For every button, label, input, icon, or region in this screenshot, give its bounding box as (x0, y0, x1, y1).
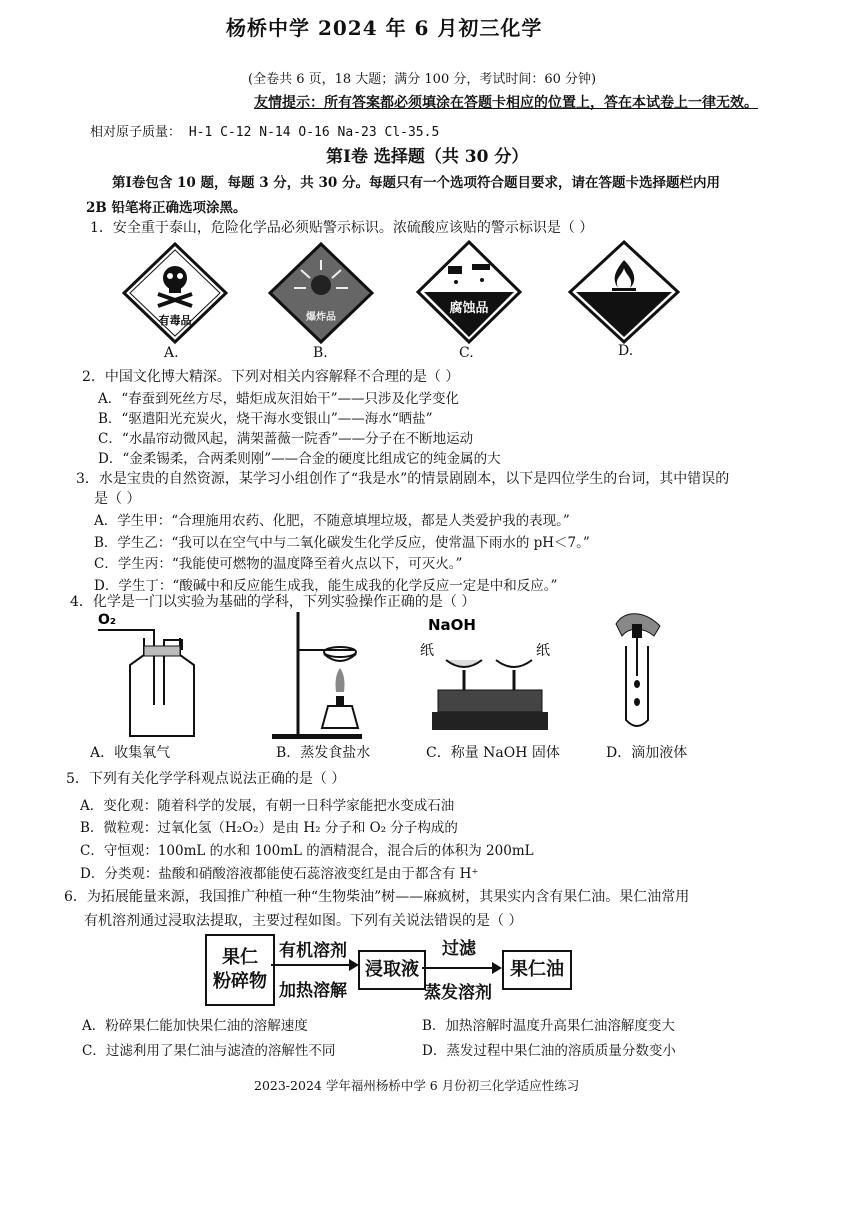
q3-stem-line2: 是（ ） (94, 491, 141, 507)
q5-option-a: A．变化观：随着科学的发展，有朝一日科学家能把水变成石油 (80, 798, 455, 814)
q5-option-d: D．分类观：盐酸和硝酸溶液都能使石蕊溶液变红是由于都含有 H⁺ (80, 866, 479, 882)
toxic-sign-text: 有毒品 (158, 314, 192, 327)
corrosive-sign-text: 腐蚀品 (449, 301, 489, 316)
flow-label-filter: 过滤 (442, 939, 476, 959)
flow-arrow-2-icon (422, 961, 502, 975)
q6-option-a: A．粉碎果仁能加快果仁油的溶解速度 (82, 1018, 308, 1034)
q2-option-c: C．“水晶帘动微风起，满架蔷薇一院香”——分子在不断地运动 (98, 431, 474, 447)
flammable-sign-icon (566, 238, 682, 346)
q3-stem-line1: 3．水是宝贵的自然资源，某学习小组创作了“我是水”的情景剧剧本，以下是四位学生的台词，其中错误的 (76, 471, 730, 487)
q4-caption-b: B．蒸发食盐水 (276, 745, 371, 761)
explosive-sign-text: 爆炸品 (306, 312, 336, 323)
section-intro-line1: 第Ⅰ卷包含 10 题，每题 3 分，共 30 分。每题只有一个选项符合题目要求，请在答题卡选择题栏内用 (112, 175, 720, 191)
q1-label-b: B. (313, 345, 328, 361)
q5-option-b: B．微粒观：过氧化氢（H₂O₂）是由 H₂ 分子和 O₂ 分子构成的 (80, 820, 458, 836)
q3-option-d: D．学生丁：“酸碱中和反应能生成我，能生成我的化学反应一定是中和反应。” (94, 578, 558, 594)
flow-box-kernel-oil: 果仁油 (502, 950, 572, 990)
q6-stem-line1: 6．为拓展能量来源，我国推广种植一种“生物柴油”树——麻疯树，其果实内含有果仁油。果仁油常用 (64, 889, 690, 905)
friendly-tip: 友情提示：所有答案都必须填涂在答题卡相应的位置上，答在本试卷上一律无效。 (254, 95, 758, 111)
page-title: 杨桥中学 2024 年 6 月初三化学 (226, 16, 543, 40)
paper-label-left: 纸 (420, 643, 434, 659)
q3-option-b: B．学生乙：“我可以在空气中与二氧化碳发生化学反应，使常温下雨水的 pH＜7。” (94, 535, 590, 551)
q6-stem-line2: 有机溶剂通过浸取法提取，主要过程如图。下列有关说法错误的是（ ） (84, 913, 523, 929)
q3-option-c: C．学生丙：“我能使可燃物的温度降至着火点以下，可灭火。” (94, 556, 463, 572)
paper-label-right: 纸 (536, 643, 550, 659)
q2-option-b: B．“驱遣阳光充炭火，烧干海水变银山”——海水“晒盐” (98, 411, 433, 427)
q1-label-a: A. (164, 345, 179, 361)
q2-stem: 2．中国文化博大精深。下列对相关内容解释不合理的是（ ） (82, 369, 460, 385)
q4-caption-d: D．滴加液体 (606, 745, 688, 761)
q5-stem: 5．下列有关化学学科观点说法正确的是（ ） (66, 771, 346, 787)
gas-collection-bottle-icon (94, 610, 204, 740)
balance-icon (418, 610, 558, 740)
q6-option-c: C．过滤利用了果仁油与滤渣的溶解性不同 (82, 1043, 336, 1059)
flow-label-heat-dissolve: 加热溶解 (279, 981, 347, 1001)
q2-option-d: D．“金柔锡柔，合两柔则刚”——合金的硬度比组成它的纯金属的大 (98, 451, 501, 467)
section-title: 第Ⅰ卷 选择题（共 30 分） (326, 147, 529, 167)
dropper-tube-icon (614, 606, 674, 736)
q1-label-c: C. (459, 345, 474, 361)
q6-option-d: D．蒸发过程中果仁油的溶质质量分数变小 (422, 1043, 676, 1059)
evaporation-setup-icon (262, 610, 372, 740)
corrosive-sign-icon (414, 238, 524, 346)
q1-label-d: D. (618, 343, 634, 359)
flow-box-kernel-powder: 果仁 粉碎物 (205, 934, 275, 1006)
q4-caption-a: A．收集氧气 (90, 745, 171, 761)
flow-label-organic-solvent: 有机溶剂 (279, 941, 347, 961)
q4-caption-c: C．称量 NaOH 固体 (426, 745, 560, 761)
q1-stem: 1．安全重于泰山，危险化学品必须贴警示标识。浓硫酸应该贴的警示标识是（ ） (90, 220, 594, 236)
q4-stem: 4．化学是一门以实验为基础的学科，下列实验操作正确的是（ ） (70, 594, 476, 610)
q2-option-a: A．“春蚕到死丝方尽，蜡炬成灰泪始干”——只涉及化学变化 (98, 391, 460, 407)
toxic-sign-icon (120, 240, 230, 346)
flow-box-extract: 浸取液 (358, 950, 426, 990)
exam-meta: (全卷共 6 页，18 大题；满分 100 分，考试时间：60 分钟) (248, 72, 597, 87)
section-intro-line2: 2B 铅笔将正确选项涂黑。 (86, 200, 247, 216)
q5-option-c: C．守恒观：100mL 的水和 100mL 的酒精混合，混合后的体积为 200mL (80, 843, 534, 859)
page-footer: 2023-2024 学年福州杨桥中学 6 月份初三化学适应性练习 (254, 1078, 580, 1093)
atomic-masses: 相对原子质量： H-1 C-12 N-14 O-16 Na-23 Cl-35.5 (90, 125, 440, 140)
flow-arrow-1-icon (271, 958, 359, 972)
explosive-sign-icon (266, 240, 376, 346)
naoh-label: NaOH (428, 616, 476, 634)
q3-option-a: A．学生甲：“合理施用农药、化肥，不随意填埋垃圾，都是人类爱护我的表现。” (94, 513, 570, 529)
flow-label-evaporate: 蒸发溶剂 (424, 983, 492, 1003)
q6-option-b: B．加热溶解时温度升高果仁油溶解度变大 (422, 1018, 675, 1034)
o2-label: O₂ (98, 612, 117, 628)
